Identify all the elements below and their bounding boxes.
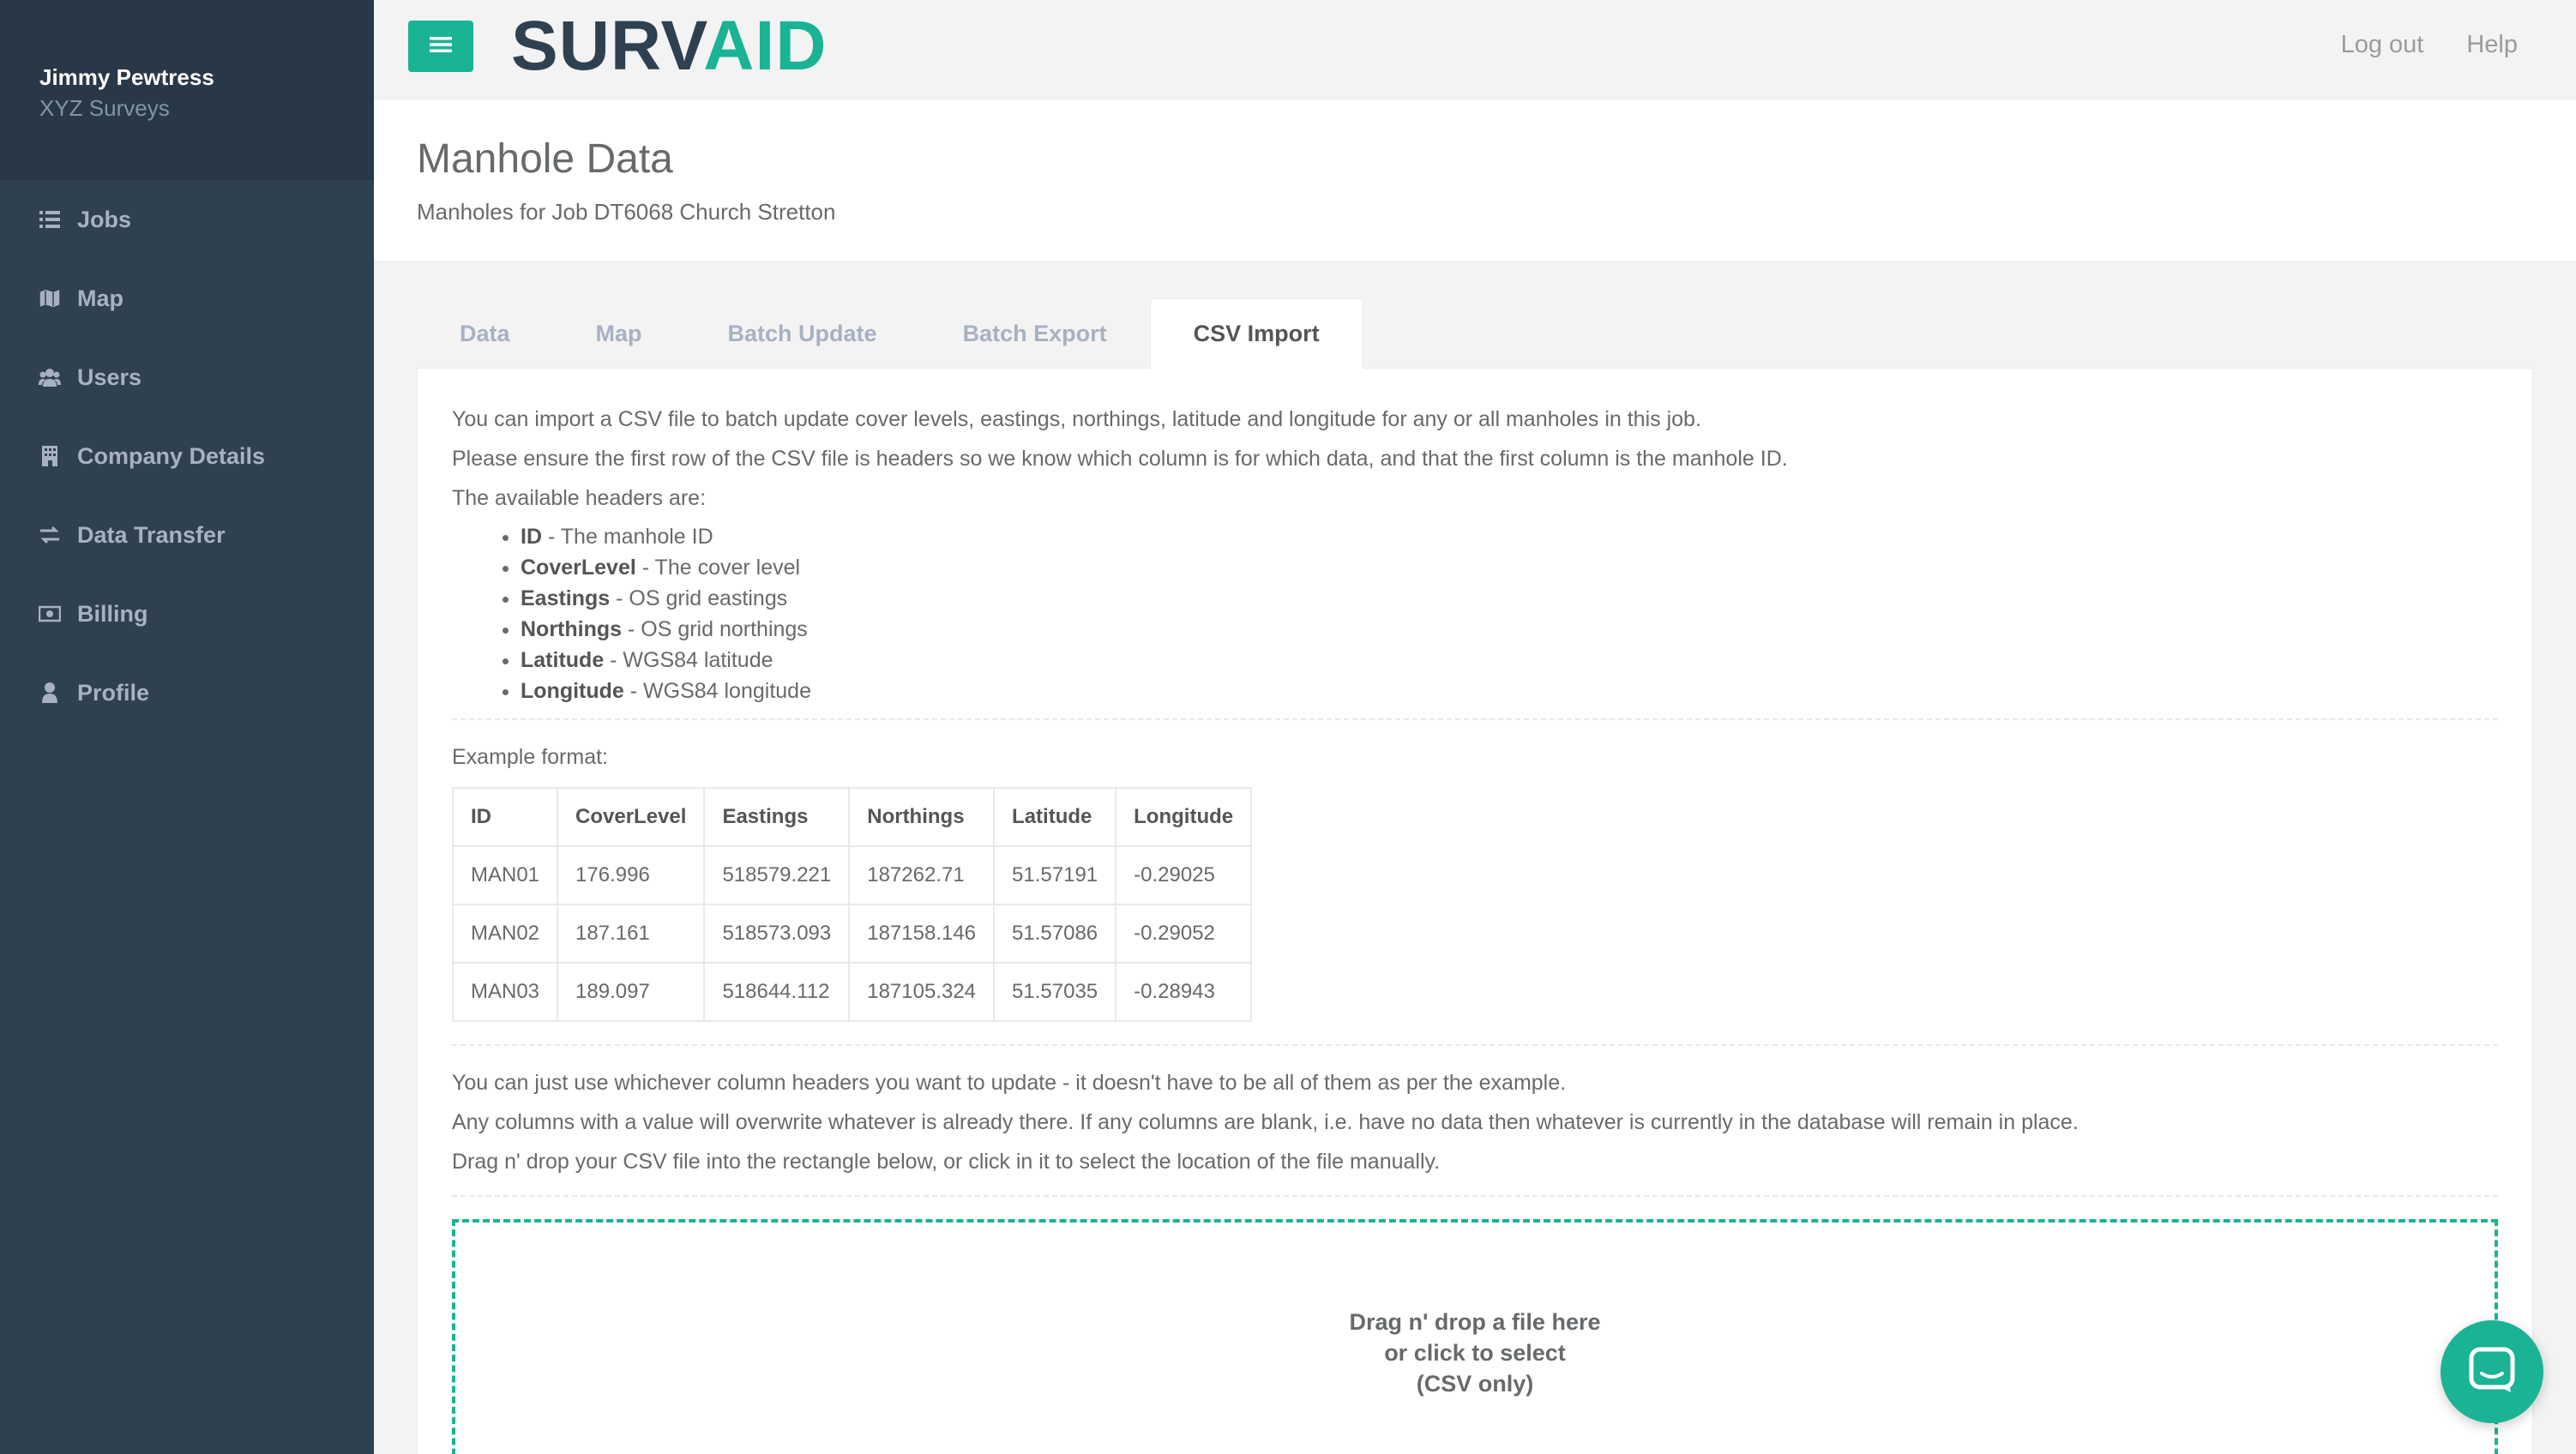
table-cell: -0.28943: [1116, 963, 1251, 1021]
list-item: [521, 645, 2498, 676]
dropzone-text-3: (CSV only): [1416, 1371, 1534, 1397]
user-company: XYZ Surveys: [39, 95, 170, 121]
money-icon: [38, 602, 62, 626]
header-key: CoverLevel: [521, 556, 636, 580]
notes-text-1: You can just use whichever column headers you want to update - it doesn't have to be all of them as per the example.: [452, 1071, 1567, 1095]
column-header: Northings: [849, 788, 994, 846]
user-profile: [0, 0, 374, 180]
sidebar-item-map[interactable]: [0, 259, 374, 338]
sidebar-item-label: Map: [77, 285, 123, 311]
sidebar-item-label: Profile: [77, 679, 150, 706]
table-cell: MAN01: [453, 846, 557, 904]
header-desc: - The manhole ID: [542, 525, 713, 549]
users-icon: [38, 365, 62, 389]
divider: [452, 718, 2498, 720]
top-links: [2341, 31, 2518, 59]
table-cell: -0.29052: [1116, 904, 1251, 963]
dropzone-text-2: or click to select: [1384, 1340, 1566, 1366]
notes-text-2: Any columns with a value will overwrite whatever is already there. If any columns are blank, i.e. have no data then whatever is currently in the database will remain in place.: [452, 1110, 2079, 1134]
header-key: ID: [521, 525, 542, 549]
column-header: CoverLevel: [557, 788, 704, 846]
intro-text-3: The available headers are:: [452, 486, 707, 510]
table-cell: 189.097: [557, 963, 704, 1021]
sidebar-item-jobs[interactable]: [0, 180, 374, 259]
column-header: Eastings: [704, 788, 849, 846]
building-icon: [38, 444, 62, 468]
column-header: Longitude: [1116, 788, 1251, 846]
brand-logo-part1: SURV: [511, 7, 704, 85]
user-name[interactable]: Jimmy Pewtress: [39, 64, 214, 90]
logout-link[interactable]: Log out: [2340, 31, 2424, 58]
list-item: [521, 614, 2498, 645]
table-cell: 51.57191: [994, 846, 1116, 904]
csv-dropzone[interactable]: [452, 1219, 2498, 1454]
table-cell: 187158.146: [849, 904, 994, 963]
column-header: Latitude: [994, 788, 1116, 846]
hamburger-icon: [430, 35, 452, 58]
table-header-row: [453, 788, 1251, 846]
header-key: Northings: [521, 617, 623, 641]
table-cell: 518644.112: [704, 963, 849, 1021]
sidebar-item-label: Users: [77, 364, 142, 390]
example-table: [452, 787, 1252, 1022]
tab-data[interactable]: Data: [460, 320, 510, 346]
headers-list: [521, 521, 2498, 706]
brand-logo[interactable]: [511, 5, 827, 87]
sidebar-item-profile[interactable]: [0, 653, 374, 732]
tab-map[interactable]: Map: [595, 320, 642, 346]
sidebar-nav: [0, 180, 374, 732]
table-cell: MAN03: [453, 963, 557, 1021]
user-icon: [38, 681, 62, 705]
table-cell: 51.57035: [994, 963, 1116, 1021]
example-label: Example format:: [452, 745, 609, 769]
table-cell: 187262.71: [849, 846, 994, 904]
tab-batch-update[interactable]: Batch Update: [727, 320, 877, 346]
csv-import-panel: [417, 369, 2533, 1454]
page-title: Manhole Data: [417, 136, 673, 182]
table-cell: MAN02: [453, 904, 557, 963]
exchange-icon: [38, 523, 62, 547]
tab-csv-import[interactable]: CSV Import: [1150, 298, 1363, 370]
tab-bar: [417, 298, 2533, 369]
header-desc: - OS grid eastings: [610, 586, 788, 610]
sidebar: [0, 0, 374, 1454]
table-cell: 176.996: [557, 846, 704, 904]
page-heading: [374, 99, 2576, 262]
top-navbar: [374, 0, 2576, 99]
sidebar-item-label: Billing: [77, 600, 148, 627]
table-row: [453, 963, 1251, 1021]
sidebar-item-company-details[interactable]: [0, 417, 374, 496]
header-key: Latitude: [521, 648, 605, 672]
table-row: [453, 904, 1251, 963]
page-subtitle: Manholes for Job DT6068 Church Stretton: [417, 199, 836, 225]
header-desc: - WGS84 longitude: [623, 679, 811, 703]
list-icon: [38, 207, 62, 231]
sidebar-item-billing[interactable]: [0, 574, 374, 653]
intro-text-2: Please ensure the first row of the CSV file is headers so we know which column is for which data, and that the first column is the manhole ID.: [452, 447, 1788, 471]
map-icon: [38, 286, 62, 310]
sidebar-item-label: Company Details: [77, 442, 266, 469]
header-desc: - WGS84 latitude: [604, 648, 773, 672]
header-key: Longitude: [521, 679, 624, 703]
menu-toggle-button[interactable]: [408, 21, 473, 72]
sidebar-item-data-transfer[interactable]: [0, 496, 374, 574]
table-row: [453, 846, 1251, 904]
notes-text-3: Drag n' drop your CSV file into the rectangle below, or click in it to select the location of the file manually.: [452, 1150, 1441, 1174]
dropzone-text-1: Drag n' drop a file here: [1349, 1309, 1601, 1335]
column-header: ID: [453, 788, 557, 846]
list-item: [521, 583, 2498, 614]
sidebar-item-label: Jobs: [77, 206, 132, 232]
list-item: [521, 676, 2498, 706]
table-cell: 51.57086: [994, 904, 1116, 963]
chat-icon: [2466, 1344, 2518, 1400]
tab-batch-export[interactable]: Batch Export: [962, 320, 1107, 346]
header-desc: - OS grid northings: [622, 617, 808, 641]
divider: [452, 1195, 2498, 1197]
table-cell: 518579.221: [704, 846, 849, 904]
sidebar-item-users[interactable]: [0, 338, 374, 417]
header-key: Eastings: [521, 586, 611, 610]
chat-launcher-button[interactable]: [2441, 1320, 2543, 1423]
divider: [452, 1044, 2498, 1046]
list-item: [521, 521, 2498, 552]
sidebar-item-label: Data Transfer: [77, 521, 226, 548]
table-cell: -0.29025: [1116, 846, 1251, 904]
table-cell: 187.161: [557, 904, 704, 963]
brand-logo-part2: AID: [703, 7, 828, 85]
list-item: [521, 552, 2498, 583]
header-desc: - The cover level: [635, 556, 801, 580]
help-link[interactable]: Help: [2466, 31, 2518, 58]
table-cell: 187105.324: [849, 963, 994, 1021]
intro-text-1: You can import a CSV file to batch update cover levels, eastings, northings, latitude and longitude for any or all manholes in this job.: [452, 407, 1701, 431]
table-cell: 518573.093: [704, 904, 849, 963]
